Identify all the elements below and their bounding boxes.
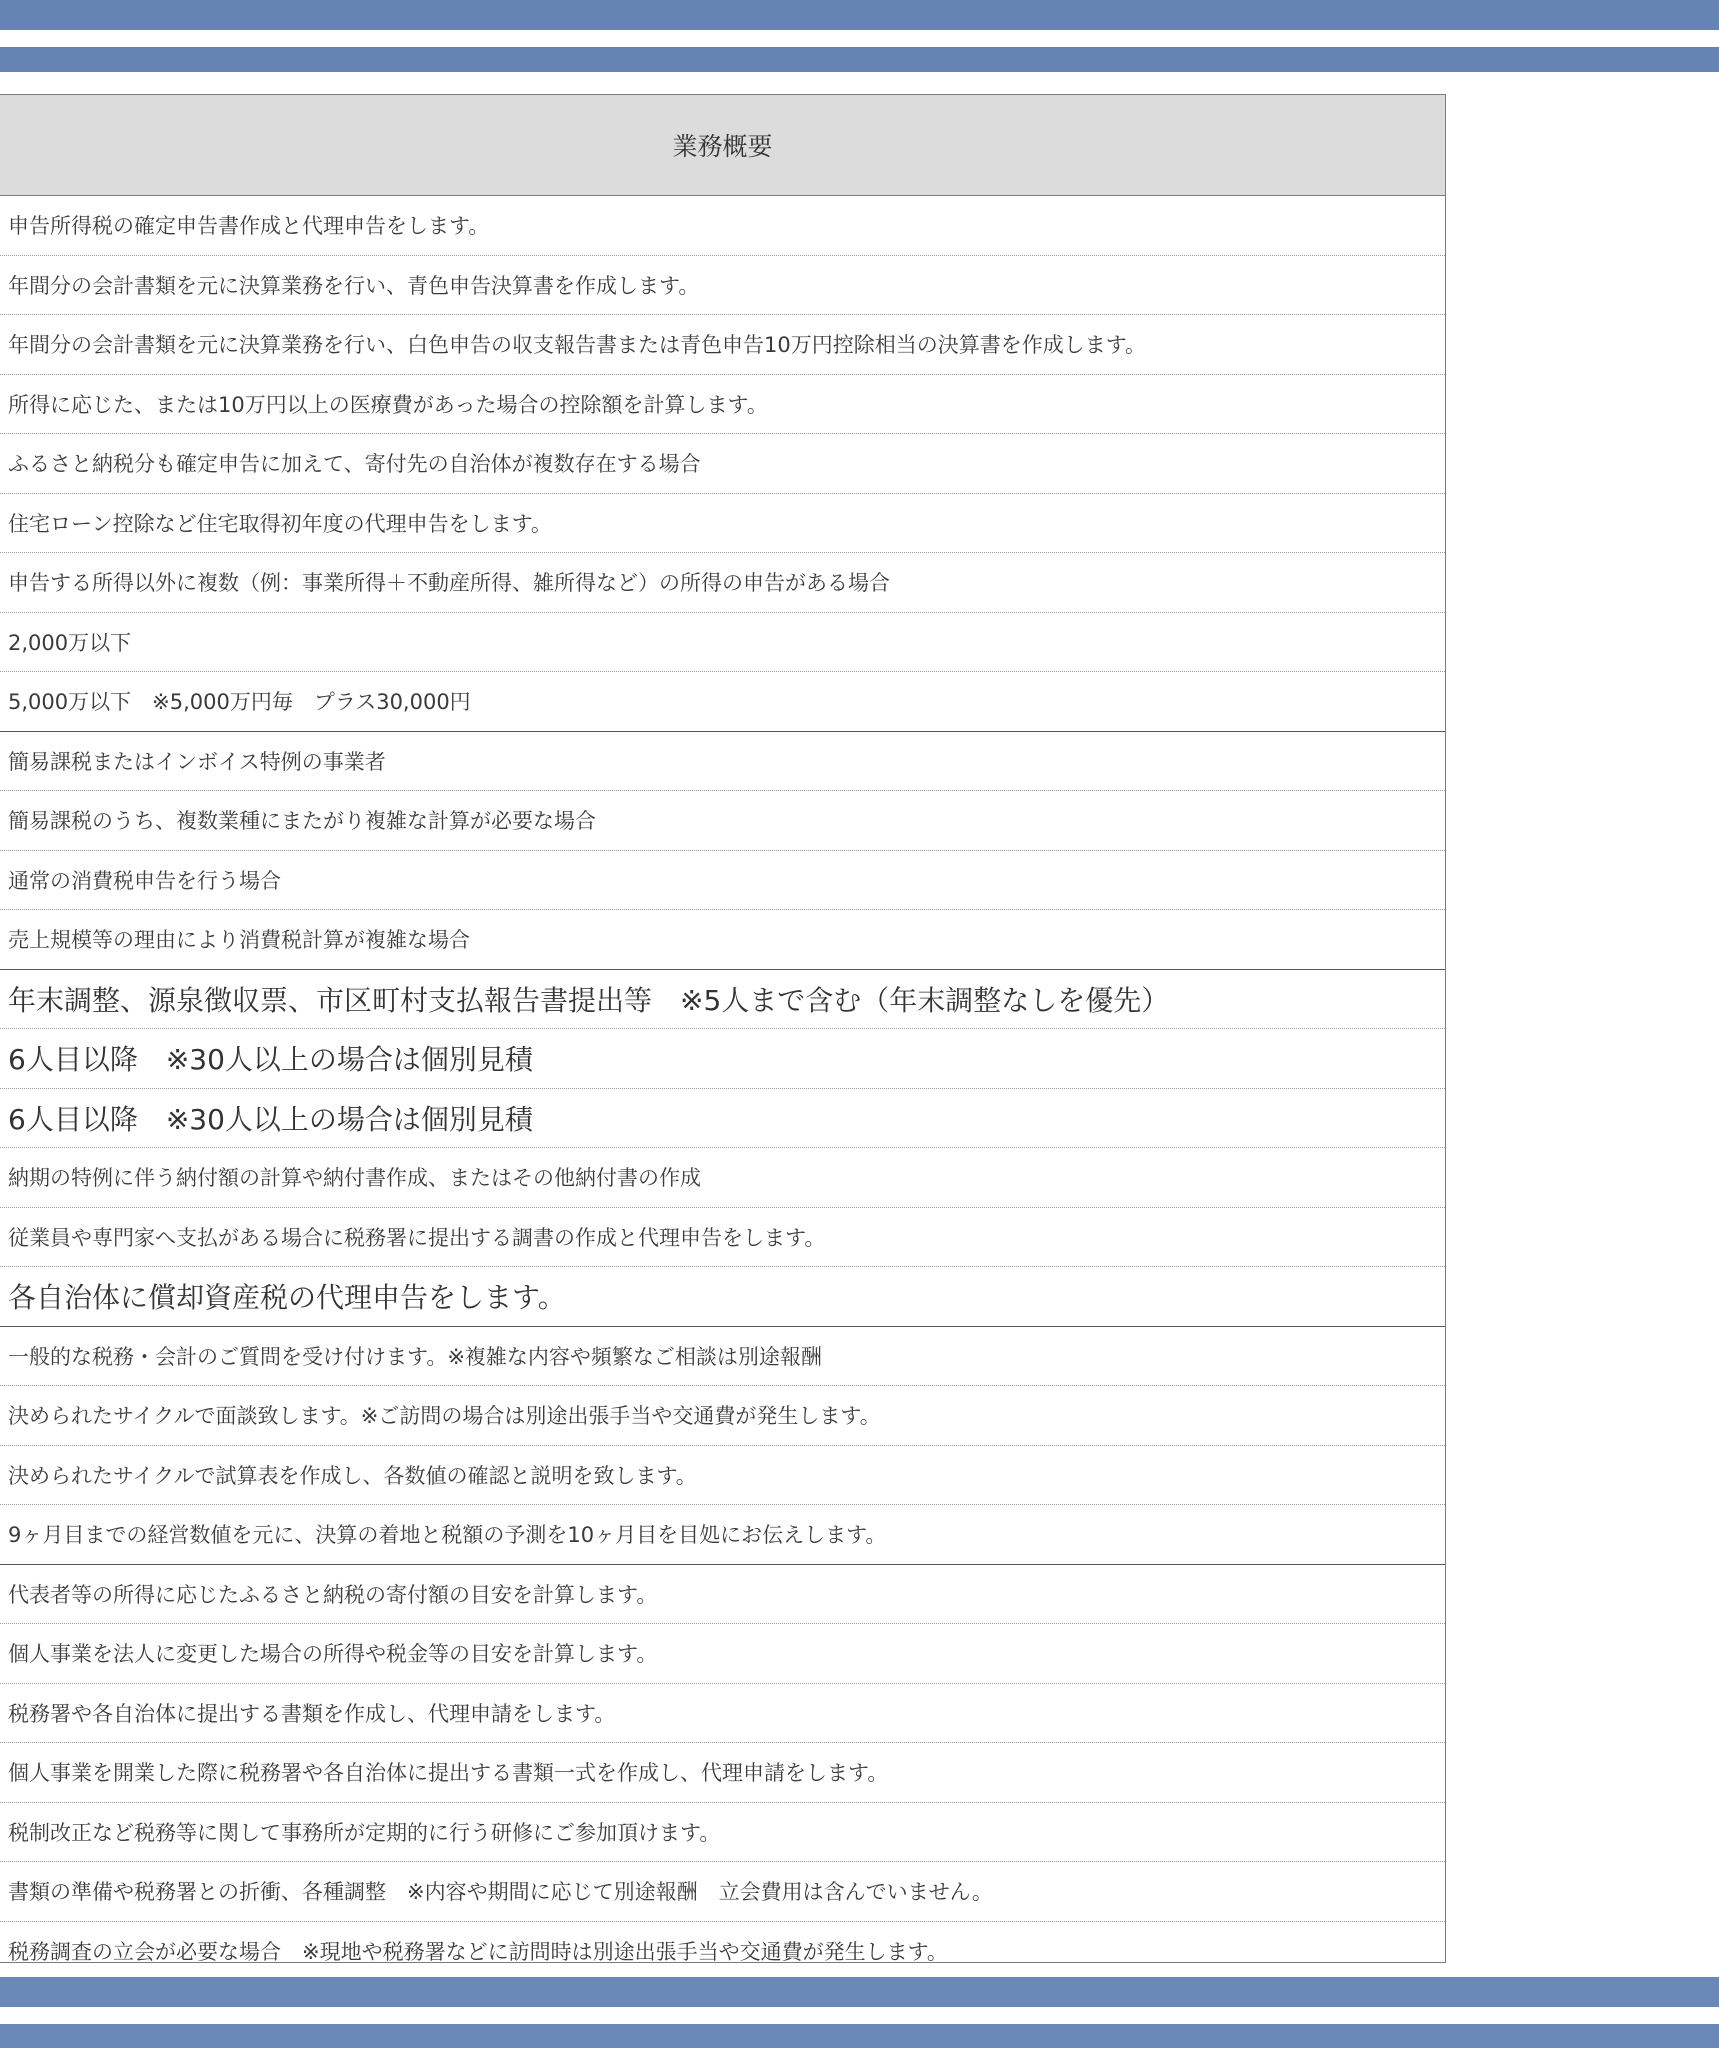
table-row: 代表者等の所得に応じたふるさと納税の寄付額の目安を計算します。 xyxy=(0,1565,1445,1625)
table-row: 5,000万以下 ※5,000万円毎 プラス30,000円 xyxy=(0,672,1445,732)
table-row: 簡易課税のうち、複数業種にまたがり複雑な計算が必要な場合 xyxy=(0,791,1445,851)
bottom-banner-bar-2 xyxy=(0,2024,1719,2048)
table-row: 通常の消費税申告を行う場合 xyxy=(0,851,1445,911)
table-body xyxy=(0,196,1445,1981)
table-header xyxy=(0,95,1445,196)
top-banner-bar-1 xyxy=(0,0,1719,30)
table-row: 従業員や専門家へ支払がある場合に税務署に提出する調書の作成と代理申告をします。 xyxy=(0,1208,1445,1268)
table-row: 決められたサイクルで面談致します。※ご訪問の場合は別途出張手当や交通費が発生します。 xyxy=(0,1386,1445,1446)
bottom-banner-bar-1 xyxy=(0,1977,1719,2007)
table-row: 簡易課税またはインボイス特例の事業者 xyxy=(0,732,1445,792)
table-row: 書類の準備や税務署との折衝、各種調整 ※内容や期間に応じて別途報酬 立会費用は含んでいません。 xyxy=(0,1862,1445,1922)
table-row: 各自治体に償却資産税の代理申告をします。 xyxy=(0,1267,1445,1327)
table-row: 納期の特例に伴う納付額の計算や納付書作成、またはその他納付書の作成 xyxy=(0,1148,1445,1208)
table-row: 一般的な税務・会計のご質問を受け付けます。※複雑な内容や頻繁なご相談は別途報酬 xyxy=(0,1327,1445,1387)
table-row: 個人事業を開業した際に税務署や各自治体に提出する書類一式を作成し、代理申請をします。 xyxy=(0,1743,1445,1803)
table-row: 個人事業を法人に変更した場合の所得や税金等の目安を計算します。 xyxy=(0,1624,1445,1684)
table-row: 年間分の会計書類を元に決算業務を行い、青色申告決算書を作成します。 xyxy=(0,256,1445,316)
table-row: 税務調査の立会が必要な場合 ※現地や税務署などに訪問時は別途出張手当や交通費が発生します。 xyxy=(8,1940,948,1965)
table-row: 申告所得税の確定申告書作成と代理申告をします。 xyxy=(0,196,1445,256)
table-row: 9ヶ月目までの経営数値を元に、決算の着地と税額の予測を10ヶ月目を目処にお伝えします。 xyxy=(0,1505,1445,1565)
table-row: 年末調整、源泉徴収票、市区町村支払報告書提出等 ※5人まで含む（年末調整なしを優先） xyxy=(0,970,1445,1030)
table-header-label: 業務概要 xyxy=(672,132,773,161)
table-row: 年間分の会計書類を元に決算業務を行い、白色申告の収支報告書または青色申告10万円控除相当の決算書を作成します。 xyxy=(0,315,1445,375)
top-banner-bar-2 xyxy=(0,47,1719,72)
table-row: 税務署や各自治体に提出する書類を作成し、代理申請をします。 xyxy=(0,1684,1445,1744)
table-row: 6人目以降 ※30人以上の場合は個別見積 xyxy=(0,1089,1445,1149)
table-row: 2,000万以下 xyxy=(0,613,1445,673)
table-row: 決められたサイクルで試算表を作成し、各数値の確認と説明を致します。 xyxy=(0,1446,1445,1506)
table-row: 6人目以降 ※30人以上の場合は個別見積 xyxy=(0,1029,1445,1089)
table-row: 申告する所得以外に複数（例：事業所得＋不動産所得、雑所得など）の所得の申告がある場合 xyxy=(0,553,1445,613)
table-row: 売上規模等の理由により消費税計算が複雑な場合 xyxy=(0,910,1445,970)
table-row: 税制改正など税務等に関して事務所が定期的に行う研修にご参加頂けます。 xyxy=(0,1803,1445,1863)
table-row: 所得に応じた、または10万円以上の医療費があった場合の控除額を計算します。 xyxy=(0,375,1445,435)
table-row: ふるさと納税分も確定申告に加えて、寄付先の自治体が複数存在する場合 xyxy=(0,434,1445,494)
table-row: 住宅ローン控除など住宅取得初年度の代理申告をします。 xyxy=(0,494,1445,554)
services-table xyxy=(0,94,1446,1963)
